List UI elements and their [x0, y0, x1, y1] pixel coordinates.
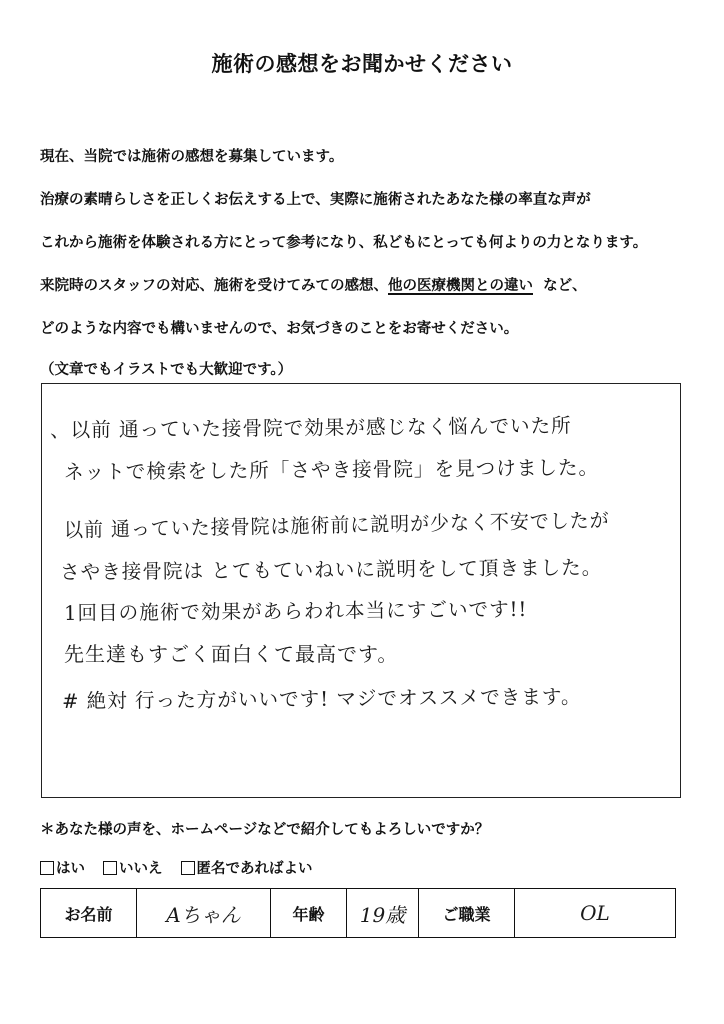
intro-line-3: これから施術を体験される方にとって参考になり、私どもにとっても何よりの力となります。 — [40, 235, 648, 251]
page-title: 施術の感想をお聞かせください — [211, 52, 513, 76]
info-table — [40, 888, 676, 938]
age-value[interactable]: 19歳 — [347, 889, 419, 937]
name-value[interactable]: Aちゃん — [137, 889, 271, 937]
job-label: ご職業 — [419, 889, 515, 937]
intro-line-2: 治療の素晴らしさを正しくお伝えする上で、実際に施術されたあなた様の率直な声が — [40, 192, 591, 208]
answer-line-7: # 絶対 行った方がいいです! マジでオススメできます。 — [61, 684, 582, 713]
answer-line-2: ネットで検索をした所「さやき接骨院」を見つけました。 — [63, 455, 600, 484]
answer-line-6: 先生達もすごく面白くて最高です。 — [64, 642, 399, 666]
answer-line-5: 1回目の施術で効果があらわれ本当にすごいです!! — [63, 596, 528, 625]
consent-question: ＊あなた様の声を、ホームページなどで紹介してもよろしいですか？ — [40, 822, 490, 838]
checkbox-yes[interactable] — [40, 861, 54, 875]
intro-line-4-before: 来院時のスタッフの対応、施術を受けてみての感想、 — [40, 278, 388, 294]
option-anonymous-label: 匿名であればよい — [196, 861, 313, 877]
answer-line-1: 、以前 通っていた接骨院で効果が感じなく悩んでいた所 — [49, 413, 572, 442]
option-no[interactable] — [103, 857, 163, 878]
option-yes-label: はい — [56, 861, 85, 877]
intro-line-1: 現在、当院では施術の感想を募集しています。 — [40, 149, 344, 165]
checkbox-no[interactable] — [103, 861, 117, 875]
answer-line-4: さやき接骨院は とてもていねいに説明をして頂きました。 — [59, 555, 603, 584]
name-label: お名前 — [41, 889, 137, 937]
answer-line-3: 以前 通っていた接骨院は施術前に説明が少なく不安でしたが — [63, 507, 610, 542]
intro-line-4-underlined: 他の医療機関との違い — [388, 278, 533, 294]
intro-line-4 — [40, 274, 587, 295]
age-label: 年齢 — [271, 889, 347, 937]
answer-box[interactable] — [41, 383, 681, 798]
option-anonymous[interactable] — [181, 857, 313, 878]
option-yes[interactable] — [40, 857, 85, 878]
consent-options — [40, 857, 313, 878]
option-no-label: いいえ — [119, 861, 163, 877]
intro-line-4-after: など、 — [543, 278, 587, 294]
job-value[interactable]: OL — [580, 901, 610, 925]
checkbox-anonymous[interactable] — [181, 861, 195, 875]
intro-line-6: （文章でもイラストでも大歓迎です。） — [40, 362, 293, 378]
intro-line-5: どのような内容でも構いませんので、お気づきのことをお寄せください。 — [40, 321, 519, 337]
